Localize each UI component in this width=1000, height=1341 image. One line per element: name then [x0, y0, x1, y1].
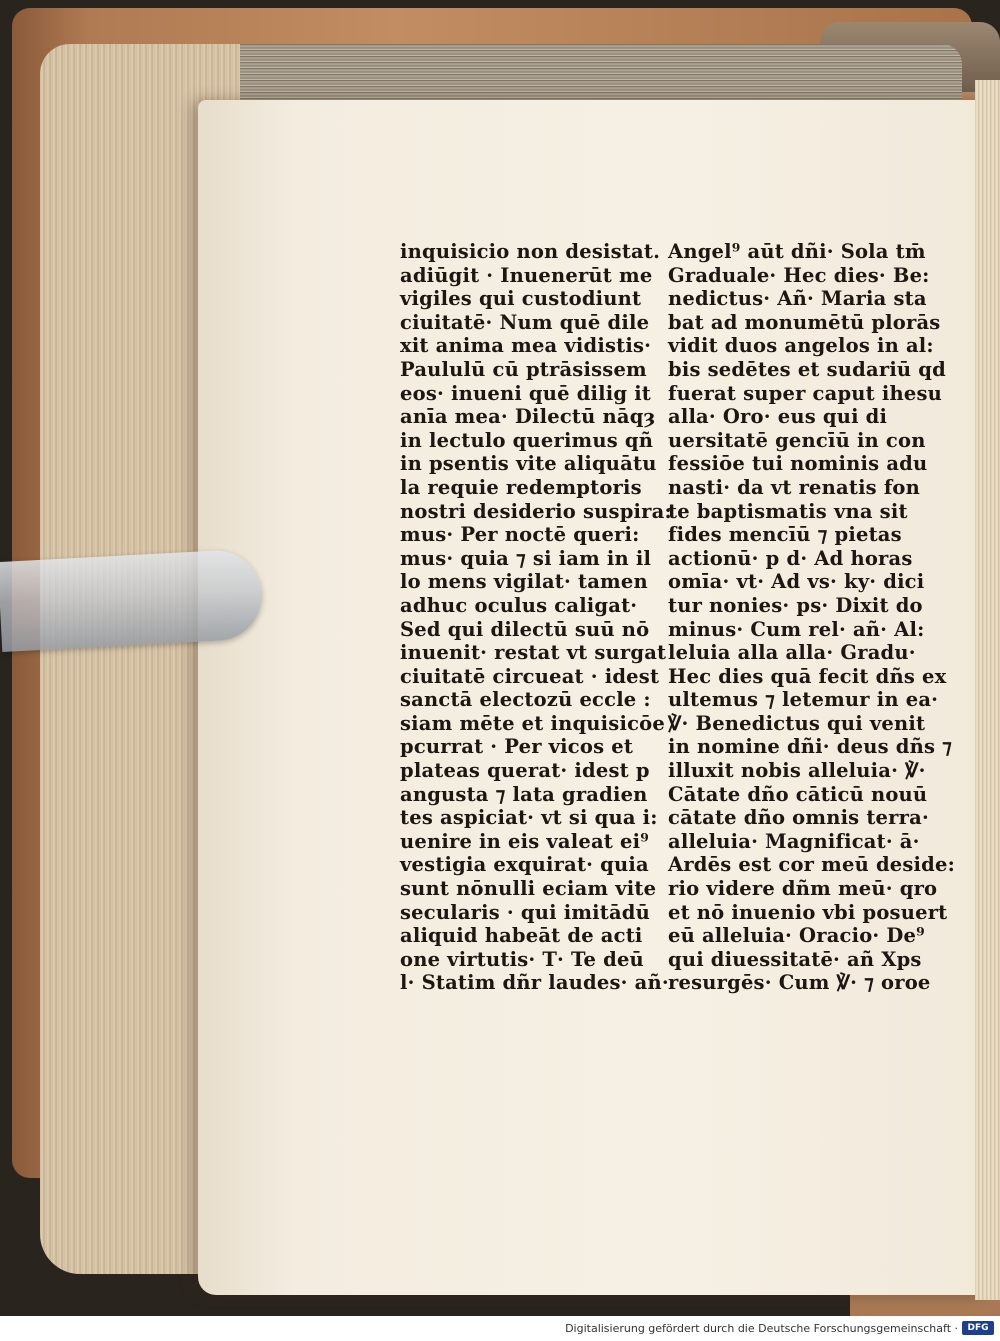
text-line: minus· Cum rel· añ· Al:: [668, 617, 925, 641]
text-line: cātate dño omnis terra·: [668, 806, 929, 830]
text-line: tur nonies· ps· Dixit do: [668, 593, 923, 617]
text-line: siam mēte et inquisicōe: [400, 711, 665, 735]
text-line: tes aspiciat· vt si qua i:: [400, 806, 658, 830]
text-line: one virtutis· T· Te deū: [400, 947, 644, 971]
text-line: qui diuessitatē· añ Xps: [668, 947, 922, 971]
text-line: uenire in eis valeat ei⁹: [400, 829, 649, 853]
text-line: sunt nōnulli eciam vite: [400, 877, 657, 901]
text-line: l· Statim dñr laudes· añ·: [400, 971, 669, 995]
text-line: bat ad monumētū plorās: [668, 310, 941, 334]
text-line: vigiles qui custodiunt: [400, 287, 642, 311]
text-line: rio videre dñm meū· qro: [668, 877, 938, 901]
text-line: pcurrat · Per vicos et: [400, 735, 634, 759]
text-line: adhuc oculus caligat·: [400, 593, 638, 617]
text-line: inuenit· restat vt surgat: [400, 641, 667, 665]
text-line: mus· Per noctē queri:: [400, 523, 640, 547]
text-line: illuxit nobis alleluia· ℣·: [668, 759, 926, 783]
text-line: te baptismatis vna sit: [668, 499, 908, 523]
text-line: alla· Oro· eus qui di: [668, 405, 888, 429]
text-line: omīa· vt· Ad vs· ky· dici: [668, 570, 925, 594]
text-line: eos· inueni quē dilig it: [400, 381, 652, 405]
text-line: Hec dies quā fecit dñs ex: [668, 664, 947, 688]
text-line: adiūgit · Inuenerūt me: [400, 263, 653, 287]
text-line: ciuitatē· Num quē dile: [400, 310, 650, 334]
text-line: la requie redemptoris: [400, 475, 642, 499]
text-line: angusta ⁊ lata gradien: [400, 782, 648, 806]
dfg-logo: DFG: [962, 1321, 994, 1335]
text-line: resurgēs· Cum ℣· ⁊ oroe: [668, 971, 931, 995]
text-line: anīa mea· Dilectū nāqȝ: [400, 405, 656, 429]
text-line: fessiōe tui nominis adu: [668, 452, 928, 476]
text-line: mus· quia ⁊ si iam in il: [400, 546, 652, 570]
left-text-column: [400, 240, 672, 995]
text-line: Paululū cū ptrāsissem: [400, 357, 647, 381]
text-line: aliquid habeāt de acti: [400, 924, 643, 948]
text-line: nostri desiderio suspira:: [400, 499, 672, 523]
text-line: uersitatē gencīū in con: [668, 428, 926, 452]
text-line: eū alleluia· Oracio· De⁹: [668, 924, 925, 948]
text-line: Cātate dño cāticū nouū: [668, 782, 928, 806]
text-line: plateas querat· idest p: [400, 759, 650, 783]
glass-page-holder: [0, 548, 264, 652]
text-line: actionū· p d· Ad horas: [668, 546, 913, 570]
text-line: in nomine dñi· deus dñs ⁊: [668, 735, 953, 759]
text-line: et nō inuenio vbi posuert: [668, 900, 948, 924]
text-line: leluia alla alla· Gradu·: [668, 641, 916, 665]
text-line: secularis · qui imitādū: [400, 900, 651, 924]
text-line: alleluia· Magnificat· ā·: [668, 829, 920, 853]
text-line: Ardēs est cor meū deside:: [668, 853, 956, 877]
text-line: sanctā electozū eccle :: [400, 688, 651, 712]
recto-page-edge: [975, 80, 1000, 1300]
text-line: Angel⁹ aūt dñi· Sola tm̄: [668, 240, 926, 263]
text-line: in lectulo querimus qñ: [400, 428, 654, 452]
text-line: ultemus ⁊ letemur in ea·: [668, 688, 939, 712]
text-line: ℣· Benedictus qui venit: [668, 711, 926, 735]
right-text-column: [668, 240, 955, 995]
text-line: nedictus· Añ· Maria sta: [668, 287, 927, 311]
text-line: in psentis vite aliquātu: [400, 452, 657, 476]
footer-credit: Digitalisierung gefördert durch die Deutsche Forschungsgemeinschaft ·: [565, 1322, 958, 1335]
text-line: ciuitatē circueat · idest: [400, 664, 660, 688]
text-line: vestigia exquirat· quia: [400, 853, 649, 877]
text-line: xit anima mea vidistis·: [400, 334, 652, 358]
text-line: fides mencīū ⁊ pietas: [668, 523, 902, 547]
text-line: inquisicio non desistat.: [400, 240, 661, 263]
text-line: Sed qui dilectū suū nō: [400, 617, 650, 641]
text-line: vidit duos angelos in al:: [668, 334, 934, 358]
text-line: nasti· da vt renatis fon: [668, 475, 921, 499]
text-line: lo mens vigilat· tamen: [400, 570, 648, 594]
text-line: bis sedētes et sudariū qd: [668, 357, 946, 381]
text-line: Graduale· Hec dies· Be:: [668, 263, 930, 287]
text-line: fuerat super caput ihesu: [668, 381, 943, 405]
footer-bar: [0, 1316, 1000, 1341]
